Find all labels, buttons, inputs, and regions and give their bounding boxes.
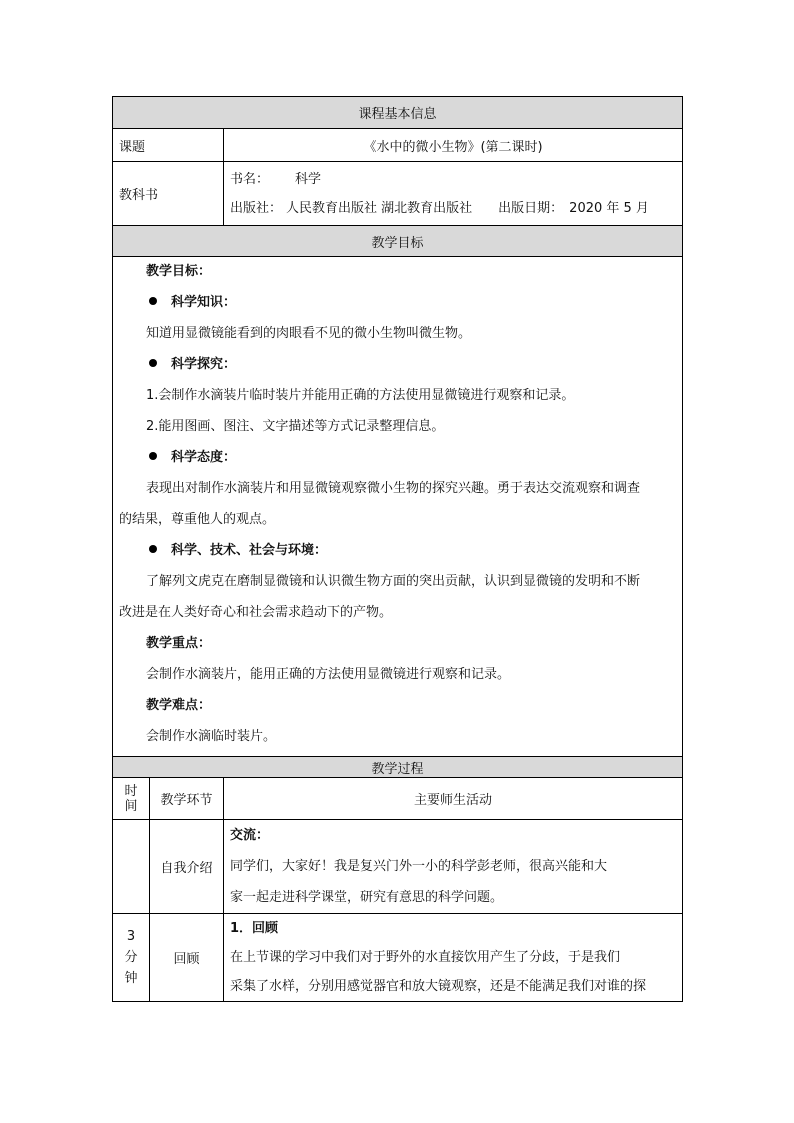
activity-text-line-1: 在上节课的学习中我们对于野外的水直接饮用产生了分歧，于是我们 [230, 950, 621, 965]
date-label: 出版日期： [498, 200, 564, 216]
difficult-point-text: 会制作水滴临时装片。 [146, 729, 277, 744]
time-char-3: 钟 [124, 971, 138, 986]
publisher-label: 出版社： [230, 200, 283, 216]
key-point-text: 会制作水滴装片，能用正确的方法使用显微镜进行观察和记录。 [146, 667, 511, 682]
goals-header: 教学目标 [113, 226, 683, 257]
row-time-empty [113, 820, 150, 914]
attitude-heading [113, 442, 682, 473]
knowledge-title: 科学知识： [171, 295, 237, 310]
step-review: 回顾 [150, 914, 224, 1002]
book-name-value: 科学 [295, 171, 322, 187]
textbook-label: 教科书 [113, 162, 224, 226]
inquiry-heading [113, 349, 682, 380]
sts-heading [113, 535, 682, 566]
activity-text-line-1: 同学们，大家好！我是复兴门外一小的科学彭老师，很高兴能和大 [230, 859, 608, 874]
activity-text-line-2: 家一起走进科学课堂，研究有意思的科学问题。 [230, 890, 504, 905]
goals-title: 教学目标： [146, 264, 212, 279]
bullet-icon [149, 297, 157, 305]
activity-text-line-2: 采集了水样，分别用感觉器官和放大镜观察，还是不能满足我们对谁的探 [230, 979, 647, 994]
sts-text-line-2: 改进是在人类好奇心和社会需求趋动下的产物。 [119, 605, 393, 620]
process-header: 教学过程 [113, 757, 683, 778]
inquiry-item-1: 1.会制作水滴装片临时装片并能用正确的方法使用显微镜进行观察和记录。 [146, 388, 575, 403]
date-value: 2020 年 5 月 [569, 200, 649, 216]
book-name-line [224, 165, 682, 194]
col-time-header [113, 778, 150, 820]
publisher-line [224, 194, 682, 223]
bullet-icon [149, 359, 157, 367]
col-activity-header: 主要师生活动 [224, 778, 683, 820]
knowledge-text: 知道用显微镜能看到的肉眼看不见的微小生物叫微生物。 [146, 326, 472, 341]
publisher-value: 人民教育出版社 湖北教育出版社 [286, 200, 473, 216]
step-self-intro: 自我介绍 [150, 820, 224, 914]
activity-title: 交流： [230, 828, 270, 843]
lesson-plan-page [112, 96, 682, 1002]
key-point-title: 教学重点： [146, 636, 212, 651]
topic-value: 《水中的微小生物》(第二课时) [224, 129, 683, 162]
activity-review [224, 914, 683, 1002]
row-time-3min [113, 914, 150, 1002]
textbook-info [224, 162, 683, 226]
col-time-char-2: 间 [124, 798, 138, 814]
basic-info-header: 课程基本信息 [113, 97, 683, 129]
sts-title: 科学、技术、社会与环境： [171, 543, 328, 558]
book-name-label: 书名： [230, 171, 270, 187]
knowledge-heading [113, 287, 682, 318]
col-time-char-1: 时 [124, 783, 138, 799]
difficult-point-title: 教学难点： [146, 698, 212, 713]
bullet-icon [149, 545, 157, 553]
bullet-icon [149, 452, 157, 460]
time-char-1: 3 [126, 929, 136, 944]
goals-content [113, 257, 683, 757]
col-step-header: 教学环节 [150, 778, 224, 820]
attitude-title: 科学态度： [171, 450, 237, 465]
sts-text-line-1: 了解列文虎克在磨制显微镜和认识微生物方面的突出贡献，认识到显微镜的发明和不断 [146, 574, 641, 589]
attitude-text-line-1: 表现出对制作水滴装片和用显微镜观察微小生物的探究兴趣。勇于表达交流观察和调查 [146, 481, 641, 496]
lesson-plan-table [112, 96, 683, 1002]
inquiry-title: 科学探究： [171, 357, 237, 372]
attitude-text-line-2: 的结果，尊重他人的观点。 [119, 512, 276, 527]
inquiry-item-2: 2.能用图画、图注、文字描述等方式记录整理信息。 [146, 419, 445, 434]
activity-title: 1．回顾 [230, 921, 279, 936]
topic-label: 课题 [113, 129, 224, 162]
activity-self-intro [224, 820, 683, 914]
time-char-2: 分 [124, 950, 138, 965]
